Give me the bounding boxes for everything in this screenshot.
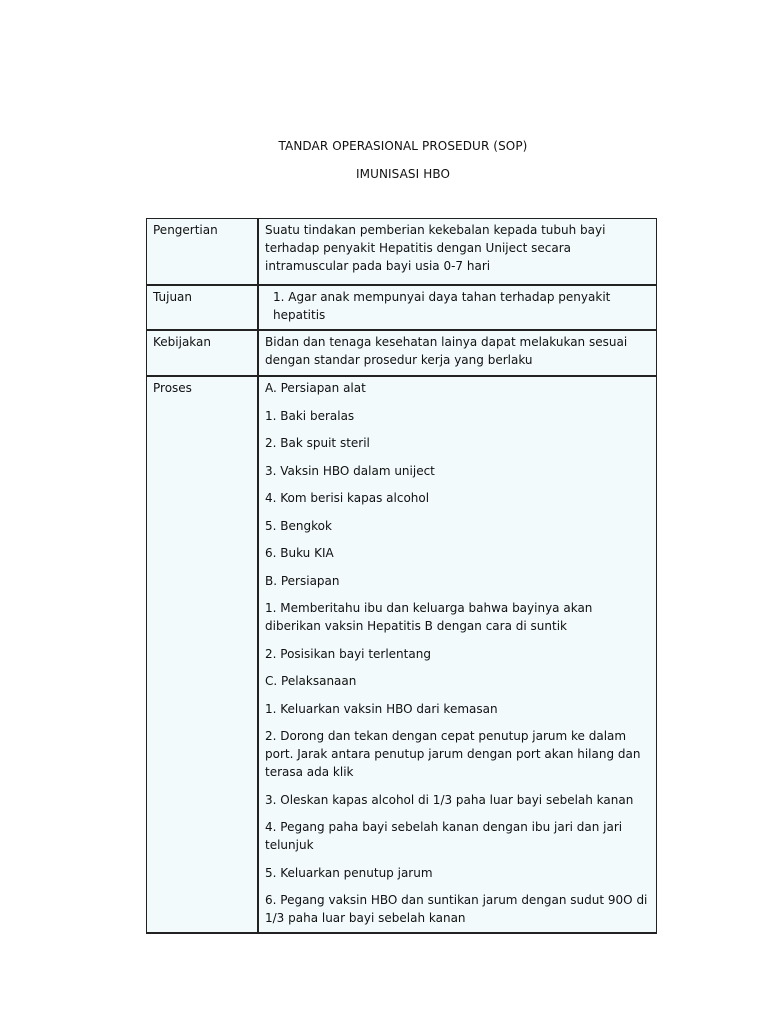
process-step: A. Persiapan alat [265,381,366,395]
process-step: 3. Vaksin HBO dalam uniject [265,463,435,478]
sop-table [146,218,657,934]
process-step: 6. Buku KIA [265,546,334,560]
row-label-process: Proses [147,376,259,933]
row-label-goal: Tujuan [147,285,259,330]
process-step: 3. Oleskan kapas alcohol di 1/3 paha luar bayi sebelah kanan [265,792,634,807]
row-value-definition: Suatu tindakan pemberian kekebalan kepada tubuh bayi terhadap penyakit Hepatitis dengan Uniject secara intramuscular pada bayi usia 0-7 hari [258,219,657,286]
document-title: TANDAR OPERASIONAL PROSEDUR (SOP) [278,139,528,153]
row-label-policy: Kebijakan [147,330,259,376]
process-step-list [265,379,650,927]
process-step: B. Persiapan [265,573,340,588]
process-step: 5. Keluarkan penutup jarum [265,865,433,880]
process-step: C. Pelaksanaan [265,674,357,688]
process-step: 1. Keluarkan vaksin HBO dari kemasan [265,701,498,716]
table-row-policy [147,330,657,376]
process-step: 2. Dorong dan tekan dengan cepat penutup jarum ke dalam port. Jarak antara penutup jarum dengan port akan hilang dan terasa ada klik [265,729,641,779]
row-value-process [258,376,657,933]
row-label-definition: Pengertian [147,219,259,286]
process-step: 2. Posisikan bayi terlentang [265,646,431,661]
process-step: 6. Pegang vaksin HBO dan suntikan jarum dengan sudut 90O di 1/3 paha luar bayi sebelah kanan [265,893,648,925]
process-step: 2. Bak spuit steril [265,436,370,450]
goal-item: 1. Agar anak mempunyai daya tahan terhadap penyakit hepatitis [273,290,611,322]
process-step: 4. Pegang paha bayi sebelah kanan dengan ibu jari dan jari telunjuk [265,820,623,852]
process-step: 4. Kom berisi kapas alcohol [265,491,430,505]
table-row-goal [147,285,657,330]
row-value-policy: Bidan dan tenaga kesehatan lainya dapat melakukan sesuai dengan standar prosedur kerja yang berlaku [258,330,657,376]
process-step: 5. Bengkok [265,518,332,533]
row-value-goal [258,285,657,330]
process-step: 1. Baki beralas [265,408,355,423]
table-row-process [147,376,657,933]
process-step: 1. Memberitahu ibu dan keluarga bahwa bayinya akan diberikan vaksin Hepatitis B dengan cara di suntik [265,601,593,633]
table-row-definition [147,219,657,286]
document-subtitle: IMUNISASI HBO [355,167,450,181]
